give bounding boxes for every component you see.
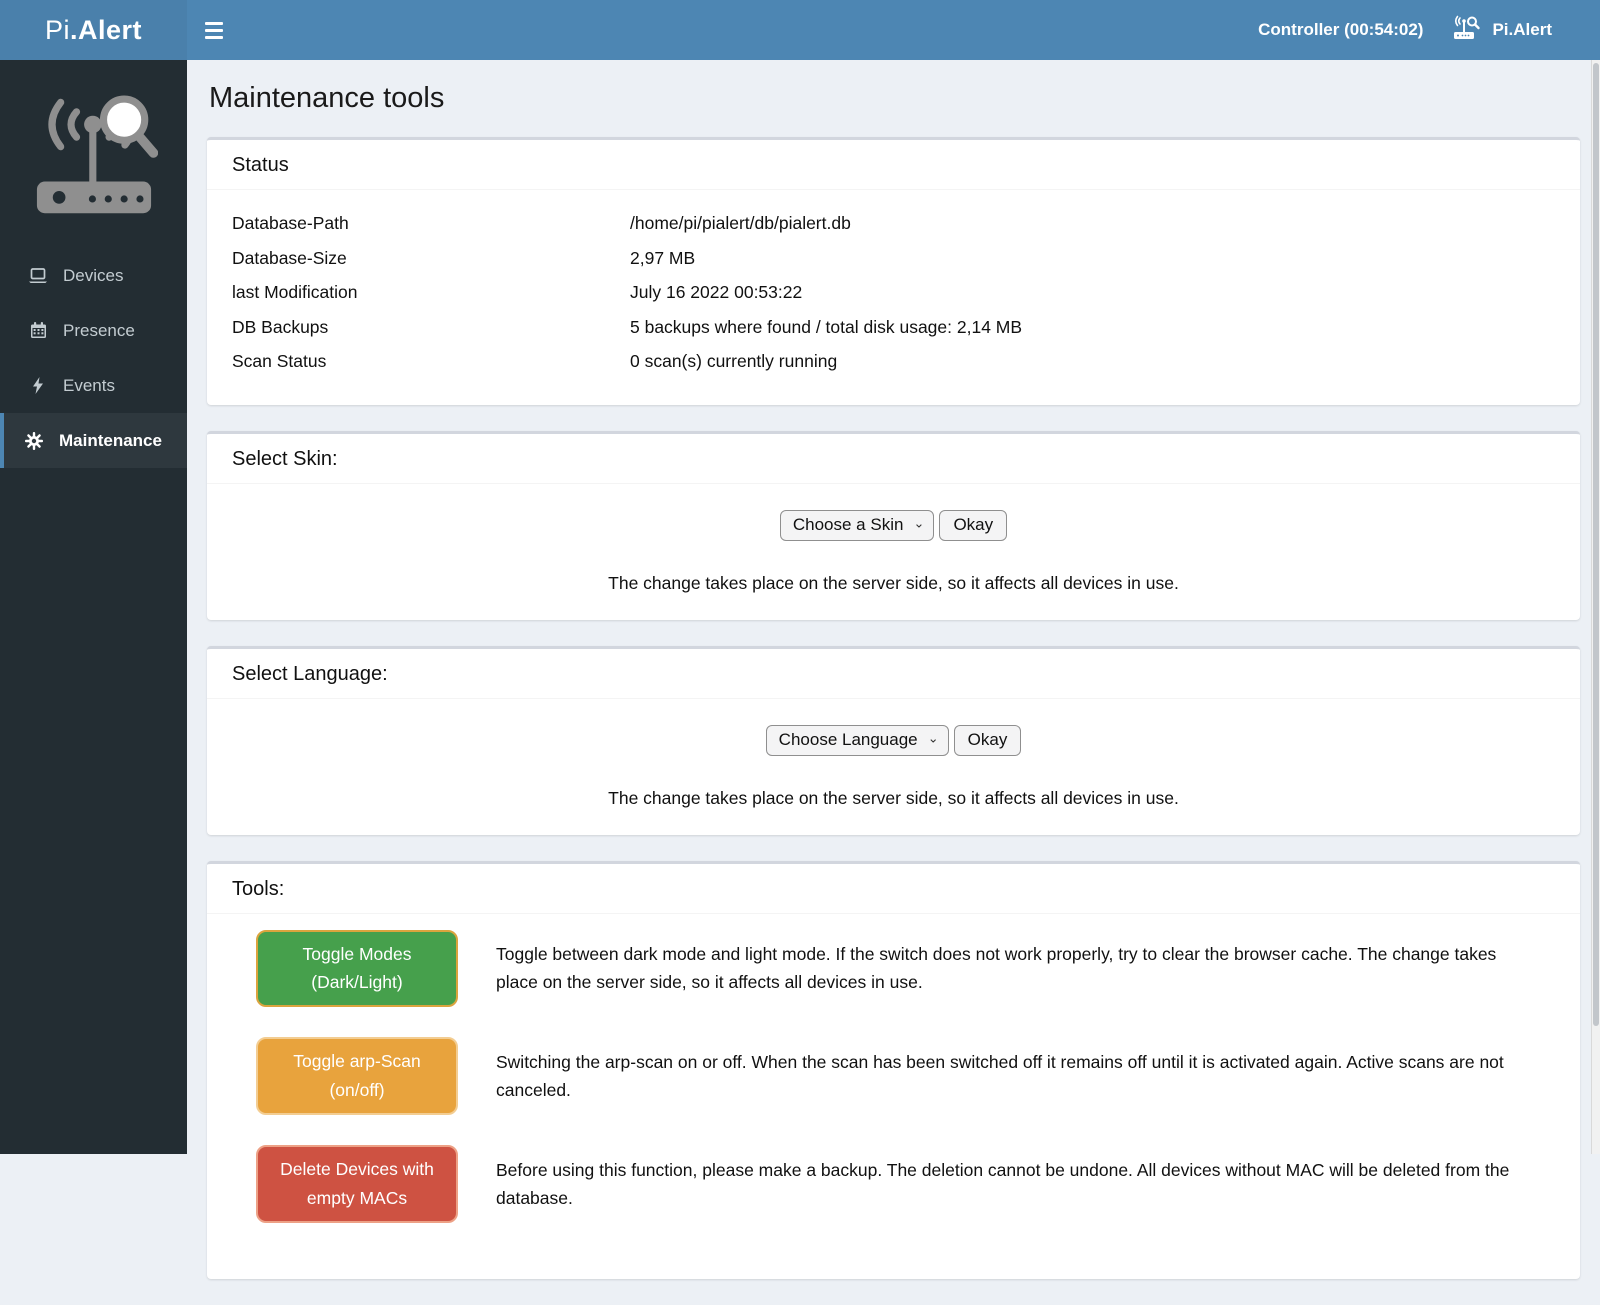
- sidebar-item-label: Devices: [63, 265, 124, 285]
- brand-logo[interactable]: [0, 0, 187, 60]
- scrollbar-thumb[interactable]: [1593, 63, 1599, 1026]
- top-navbar: [0, 0, 1600, 60]
- status-value: 5 backups where found / total disk usage: 2,14 MB: [630, 316, 1023, 337]
- sidebar-item-presence[interactable]: [0, 303, 187, 358]
- sidebar-item-devices[interactable]: [0, 248, 187, 303]
- sidebar-menu: [0, 248, 187, 468]
- status-value: 0 scan(s) currently running: [630, 351, 838, 371]
- skin-note: The change takes place on the server side, so it affects all devices in use.: [608, 572, 1179, 593]
- status-label: Scan Status: [232, 351, 327, 371]
- status-row-scan-status: [232, 344, 1555, 379]
- toggle-modes-button[interactable]: [256, 930, 458, 1008]
- toggle-arpscan-description: Switching the arp-scan on or off. When the scan has been switched off it remains off until it is activated again. Active scans are not canceled.: [496, 1052, 1504, 1101]
- bolt-icon: [28, 377, 48, 394]
- navbar-right: [1258, 15, 1600, 46]
- sidebar-item-label: Maintenance: [59, 430, 162, 450]
- status-label: last Modification: [232, 282, 358, 302]
- select-language-box: [207, 646, 1580, 835]
- navbar-app: [1451, 15, 1552, 46]
- skin-select-value: Choose a Skin: [792, 514, 904, 534]
- status-label: Database-Path: [232, 213, 349, 233]
- skin-select[interactable]: [780, 510, 935, 541]
- select-language-body: [207, 699, 1580, 835]
- button-label-line2: (Dark/Light): [311, 972, 403, 993]
- status-value: July 16 2022 00:53:22: [630, 282, 803, 302]
- status-row-db-backups: [232, 310, 1555, 345]
- select-language-title: Select Language:: [232, 662, 388, 685]
- hamburger-menu-icon[interactable]: [205, 13, 239, 47]
- page-title: Maintenance tools: [209, 82, 445, 114]
- router-scan-icon: [1451, 15, 1483, 46]
- button-label-line1: Toggle arp-Scan: [293, 1051, 421, 1072]
- language-note: The change takes place on the server side, so it affects all devices in use.: [608, 787, 1179, 808]
- button-label-line1: Toggle Modes: [302, 943, 412, 964]
- calendar-icon: [28, 322, 48, 339]
- sidebar-item-events[interactable]: [0, 358, 187, 413]
- status-row-database-size: [232, 241, 1555, 276]
- controller-timer: Controller (00:54:02): [1258, 20, 1424, 39]
- navbar-main: [187, 0, 1600, 60]
- tools-box-body: [207, 914, 1580, 1279]
- navbar-app-name: Pi.Alert: [1492, 20, 1552, 39]
- tools-box: [207, 861, 1580, 1279]
- tool-row-toggle-arpscan: [232, 1037, 1555, 1115]
- skin-okay-button[interactable]: Okay: [939, 510, 1007, 541]
- tools-box-title: Tools:: [232, 877, 285, 900]
- toggle-arpscan-button[interactable]: [256, 1037, 458, 1115]
- button-label-line2: empty MACs: [306, 1187, 408, 1208]
- language-select-value: Choose Language: [778, 729, 918, 749]
- status-row-database-path: [232, 206, 1555, 241]
- status-label: DB Backups: [232, 316, 329, 337]
- toggle-modes-description: Toggle between dark mode and light mode. If the switch does not work properly, try to clear the browser cache. The change takes place on the server side, so it affects all devices in use.: [496, 944, 1497, 993]
- laptop-icon: [28, 268, 48, 284]
- status-row-last-modification: [232, 275, 1555, 310]
- status-box: [207, 137, 1580, 405]
- status-box-title: Status: [232, 154, 289, 176]
- delete-devices-description: Before using this function, please make a backup. The deletion cannot be undone. All devices without MAC will be deleted from the database.: [496, 1159, 1510, 1208]
- select-skin-title: Select Skin:: [232, 447, 338, 470]
- vertical-scrollbar[interactable]: [1591, 60, 1600, 1154]
- pialert-logo: [0, 60, 187, 248]
- chevron-down-icon: ⌄: [927, 730, 939, 746]
- sidebar-item-label: Presence: [63, 320, 135, 340]
- tool-row-delete-devices: [232, 1145, 1555, 1223]
- button-label-line2: (on/off): [329, 1080, 385, 1101]
- brand-bold: .Alert: [69, 14, 143, 45]
- sidebar-item-label: Events: [63, 375, 115, 395]
- status-label: Database-Size: [232, 247, 347, 268]
- gear-icon: [24, 432, 44, 450]
- brand-light: Pi: [44, 14, 70, 45]
- main-content: [187, 60, 1600, 1305]
- status-value: 2,97 MB: [630, 247, 696, 268]
- sidebar: [0, 60, 187, 1154]
- tool-row-toggle-modes: [232, 930, 1555, 1008]
- chevron-down-icon: ⌄: [913, 515, 925, 531]
- sidebar-item-maintenance[interactable]: [0, 413, 187, 468]
- language-okay-button[interactable]: Okay: [954, 725, 1022, 756]
- language-select[interactable]: [766, 725, 949, 756]
- button-label-line1: Delete Devices with: [280, 1159, 434, 1179]
- status-value: /home/pi/pialert/db/pialert.db: [630, 213, 851, 233]
- select-skin-body: [207, 484, 1580, 620]
- select-skin-box: [207, 431, 1580, 620]
- delete-devices-button[interactable]: [256, 1145, 458, 1223]
- status-box-body: [207, 190, 1580, 405]
